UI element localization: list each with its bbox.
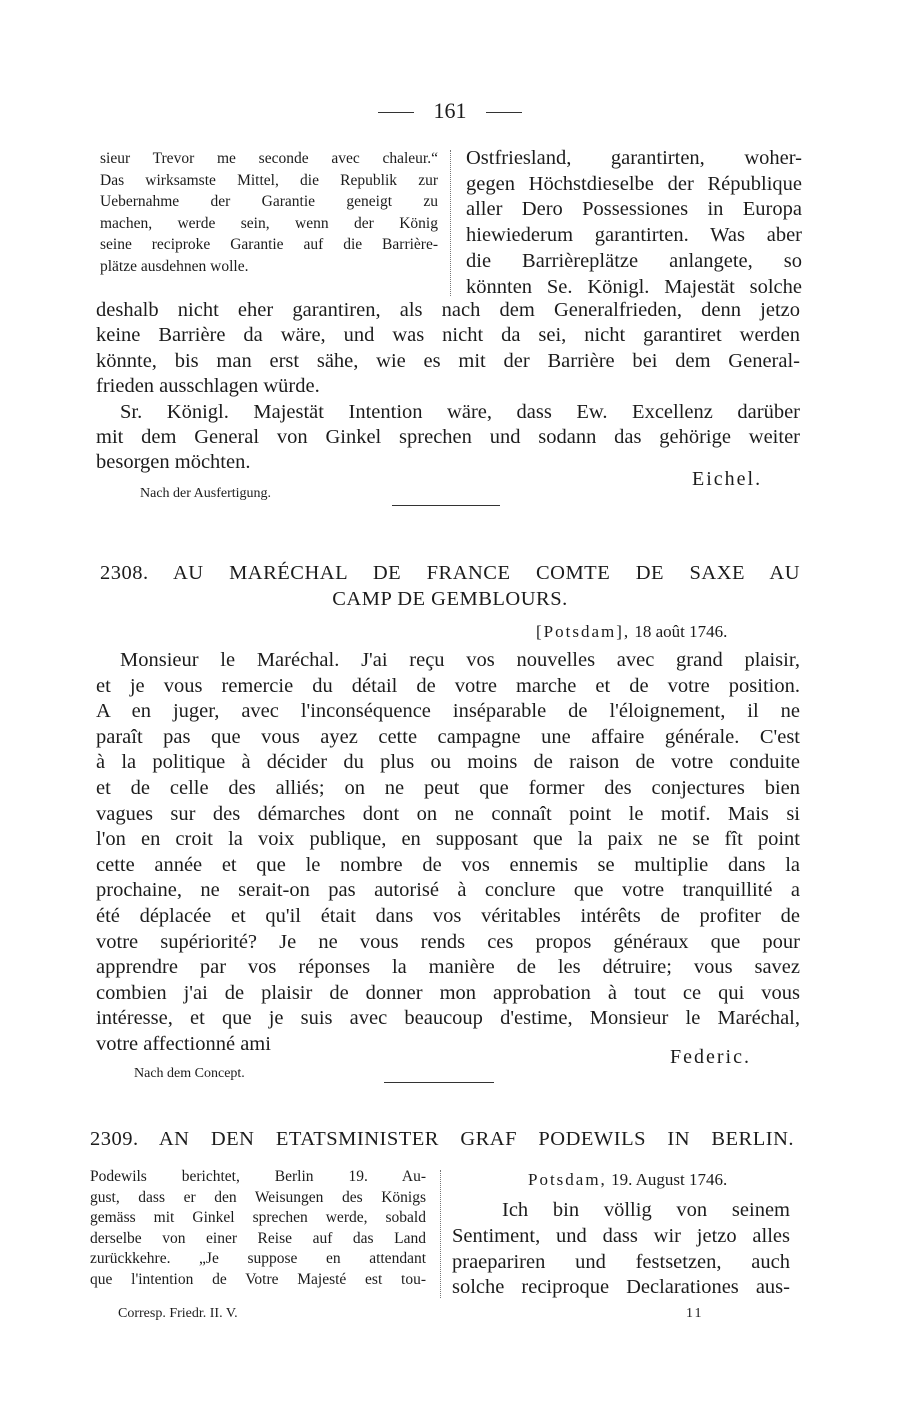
note-line: zurückkehre. „Je suppose en attendant bbox=[90, 1250, 426, 1268]
header-dash-left bbox=[378, 112, 414, 113]
text-line: hiewiederum garantirten. Was aber bbox=[466, 224, 802, 247]
text-line: été déplacée et qu'il était dans vos véritables intérêts de profiter de bbox=[96, 904, 800, 927]
text-line: combien j'ai de plaisir de donner mon approbation à tout ce qui vous bbox=[96, 981, 800, 1004]
text-line: Ich bin völlig von seinem bbox=[502, 1199, 790, 1221]
heading-line: 2309. AN DEN ETATSMINISTER GRAF PODEWILS IN BERLIN. bbox=[90, 1128, 794, 1150]
text-line: votre affectionné ami bbox=[96, 1032, 271, 1055]
doc-2309-body bbox=[452, 1198, 790, 1301]
doc-number: 2309. bbox=[90, 1128, 139, 1150]
page-header bbox=[0, 98, 900, 124]
column-divider bbox=[450, 150, 451, 296]
source-note: Nach der Ausfertigung. bbox=[140, 486, 272, 501]
text-line: könnten Se. Königl. Majestät solche bbox=[466, 275, 802, 298]
heading-line: 2308. AU MARÉCHAL DE FRANCE COMTE DE SAXE AU bbox=[100, 562, 800, 584]
text-line: Ostfriesland, garantirten, woher- bbox=[466, 147, 802, 169]
note-line: sieur Trevor me seconde avec chaleur.“ bbox=[100, 150, 438, 167]
text-line: frieden ausschlagen würde. bbox=[96, 375, 320, 398]
text-line: cette année et que le nombre de vos ennemis se multiplie dans la bbox=[96, 853, 800, 876]
doc-2308-body bbox=[96, 648, 800, 1058]
text-line: könnte, bis man erst sähe, wie es mit der Barrière bei dem General- bbox=[96, 349, 800, 372]
text-line: à la politique à décider du plus ou moins de raison de votre conduite bbox=[96, 751, 800, 774]
text-line: deshalb nicht eher garantiren, als nach dem Generalfrieden, denn jetzo bbox=[96, 299, 800, 321]
text-line: et je vous remercie du détail de votre marche et de votre position. bbox=[96, 674, 800, 697]
text-line: prochaine, ne serait-on pas autorisé à conclure que votre tranquillité a bbox=[96, 879, 800, 902]
doc-number: 2308. bbox=[100, 562, 149, 584]
header-dash-right bbox=[486, 112, 522, 113]
text-line: Sr. Königl. Majestät Intention wäre, dass Ew. Excellenz darüber bbox=[120, 400, 800, 423]
text-line: et de celle des alliés; on ne peut que former des conjectures bien bbox=[96, 776, 800, 799]
text-line: intéresse, et que je suis avec beaucoup d'estime, Monsieur le Maréchal, bbox=[96, 1007, 800, 1030]
text-line: Monsieur le Maréchal. J'ai reçu vos nouvelles avec grand plaisir, bbox=[120, 649, 800, 671]
text-line: keine Barrière da wäre, und was nicht da sei, nicht garantiret werden bbox=[96, 324, 800, 347]
source-note: Nach dem Concept. bbox=[134, 1066, 245, 1081]
text-line: die Barrièreplätze anlangete, so bbox=[466, 249, 802, 272]
note-line: Uebernahme der Garantie geneigt zu bbox=[100, 193, 438, 210]
note-line: Podewils berichtet, Berlin 19. Au- bbox=[90, 1168, 426, 1185]
section-rule bbox=[384, 1082, 494, 1083]
doc-2308-heading bbox=[100, 560, 800, 612]
note-line: seine reciproke Garantie auf die Barrière- bbox=[100, 236, 438, 253]
heading-line: CAMP DE GEMBLOURS. bbox=[332, 588, 568, 610]
text-line: l'on en croit la voix publique, en supposant que la paix ne se fît point bbox=[96, 828, 800, 851]
text-line: solche reciproque Declarationes aus- bbox=[452, 1276, 790, 1299]
text-line: aller Dero Possessiones in Europa bbox=[466, 198, 802, 221]
top-footnote-column bbox=[100, 148, 438, 277]
doc-2309-summary-note bbox=[90, 1167, 426, 1291]
note-line: derselbe von einer Reise auf das Land bbox=[90, 1229, 426, 1247]
text-line: votre supériorité? Je ne vous rends ces propos généraux que pour bbox=[96, 930, 800, 953]
column-divider bbox=[440, 1170, 441, 1298]
note-line: plätze ausdehnen wolle. bbox=[100, 257, 249, 275]
doc-2308-dateline: [Potsdam], 18 août 1746. bbox=[536, 622, 728, 641]
note-line: gust, dass er den Weisungen des Königs bbox=[90, 1188, 426, 1206]
section-rule bbox=[392, 505, 500, 506]
footer-volume: Corresp. Friedr. II. V. bbox=[118, 1306, 238, 1321]
note-line: gemäss mit Ginkel sprechen werde, sobald bbox=[90, 1209, 426, 1227]
text-line: mit dem General von Ginkel sprechen und sodann das gehörige weiter bbox=[96, 426, 800, 449]
doc-2309-heading bbox=[90, 1126, 794, 1152]
note-line: Das wirksamste Mittel, die Republik zur bbox=[100, 171, 438, 189]
note-line: machen, werde sein, wenn der König bbox=[100, 214, 438, 232]
text-line: besorgen möchten. bbox=[96, 451, 251, 474]
text-line: Sentiment, und dass wir jetzo alles bbox=[452, 1224, 790, 1247]
doc-2309-dateline: Potsdam, 19. August 1746. bbox=[528, 1170, 728, 1189]
text-line: praepariren und festsetzen, auch bbox=[452, 1250, 790, 1273]
text-line: apprendre par vos réponses la manière de les détruire; vous savez bbox=[96, 956, 800, 979]
text-line: paraît pas que vous ayez cette campagne une affaire générale. C'est bbox=[96, 725, 800, 748]
continued-paragraph bbox=[96, 298, 800, 476]
text-line: A en juger, avec l'inconséquence inséparable de l'éloignement, il ne bbox=[96, 700, 800, 723]
top-main-column bbox=[466, 146, 802, 300]
signature-eichel: Eichel. bbox=[692, 468, 763, 490]
note-line: que l'intention de Votre Majesté est tou- bbox=[90, 1270, 426, 1288]
page-number: 161 bbox=[433, 98, 467, 123]
text-line: vagues sur des démarches dont on ne connaît point le motif. Mais si bbox=[96, 802, 800, 825]
text-line: gegen Höchstdieselbe der République bbox=[466, 172, 802, 195]
signature-federic: Federic. bbox=[670, 1046, 751, 1068]
footer-signature-mark: 11 bbox=[686, 1306, 704, 1321]
